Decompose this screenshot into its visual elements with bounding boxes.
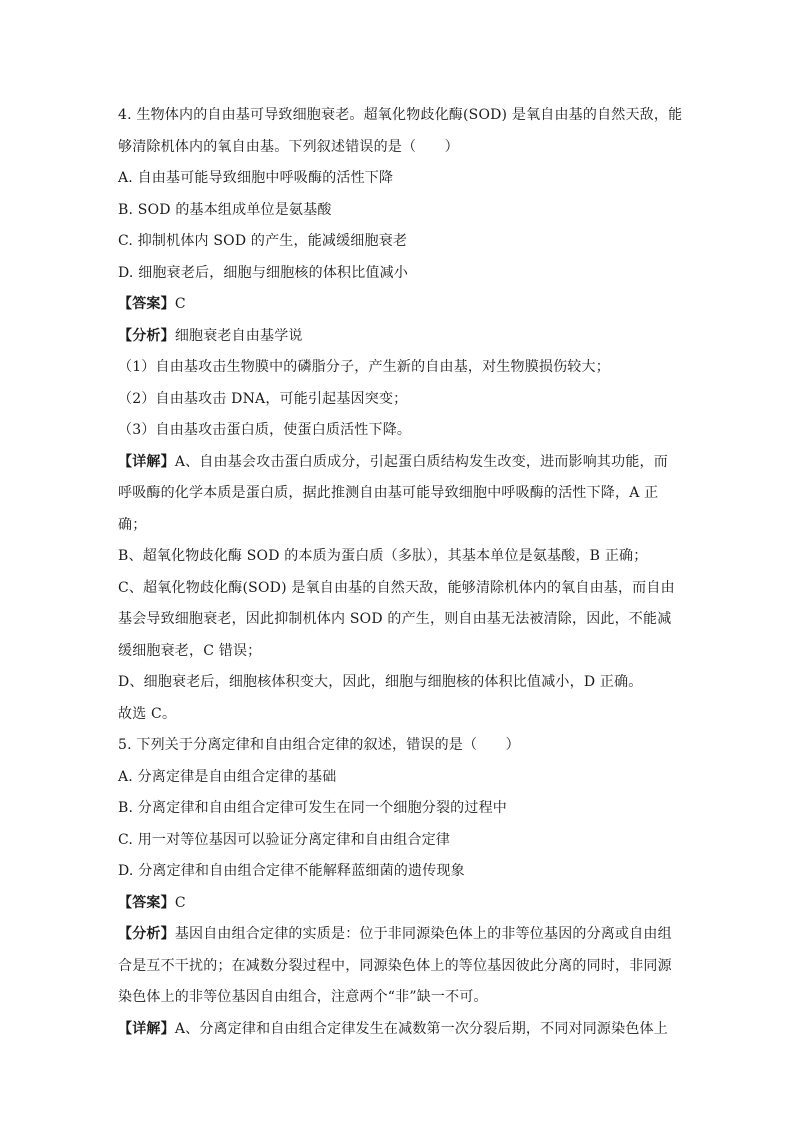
q4-analysis-title: 细胞衰老自由基学说: [174, 327, 303, 344]
q4-analysis-tag: 【分析】: [118, 327, 175, 344]
q5-analysis-text-1: 基因自由组合定律的实质是：位于非同源染色体上的非等位基因的分离或自由组: [174, 926, 672, 942]
q4-analysis-point-2: （2）自由基攻击 DNA，可能引起基因突变；: [118, 390, 408, 407]
q4-analysis: [118, 321, 678, 353]
q5-answer-tag: 【答案】: [118, 894, 175, 911]
q5-option-a: A. 分离定律是自由组合定律的基础: [118, 768, 337, 785]
q5-detail-text-1: A、分离定律和自由组合定律发生在减数第一次分裂后期，不同对同源染色体上: [174, 1020, 668, 1037]
q4-detail-line-8: D、细胞衰老后，细胞核体积变大，因此，细胞与细胞核的体积比值减小，D 正确。: [118, 674, 643, 690]
q4-detail-line-1: [118, 447, 678, 479]
q4-stem-line-2: 够清除机体内的氧自由基。下列叙述错误的是（ ）: [118, 138, 459, 155]
q4-analysis-point-1: （1）自由基攻击生物膜中的磷脂分子，产生新的自由基，对生物膜损伤较大；: [118, 359, 610, 375]
q4-option-a: A. 自由基可能导致细胞中呼吸酶的活性下降: [118, 170, 394, 186]
q5-analysis-line-1: [118, 919, 678, 951]
q5-answer-value: C: [174, 894, 186, 911]
q4-detail-line-6: 基会导致细胞衰老，因此抑制机体内 SOD 的产生，则自由基无法被清除，因此，不能减: [118, 611, 672, 627]
q4-answer-value: C: [174, 296, 186, 312]
q5-detail-tag: 【详解】: [118, 1020, 175, 1037]
q4-detail-line-5: C、超氧化物歧化酶(SOD) 是氧自由基的自然天敌，能够清除机体内的氧自由基，而自由: [118, 579, 675, 596]
q5-analysis-line-2: 合是互不干扰的；在减数分裂过程中，同源染色体上的等位基因彼此分离的同时，非同源: [118, 957, 672, 974]
q4-detail-line-3: 确；: [118, 516, 147, 533]
q5-option-c: C. 用一对等位基因可以验证分离定律和自由组合定律: [118, 831, 451, 848]
q4-stem-line-1: 4. 生物体内的自由基可导致细胞衰老。超氧化物歧化酶(SOD) 是氧自由基的自然天敌，能: [118, 107, 683, 123]
q5-detail-line-1: [118, 1014, 678, 1046]
q4-answer-tag: 【答案】: [118, 296, 175, 312]
document-page: [118, 100, 683, 1045]
q4-detail-line-7: 缓细胞衰老，C 错误；: [118, 642, 262, 659]
q4-option-b: B. SOD 的基本组成单位是氨基酸: [118, 201, 332, 218]
q4-answer: [118, 289, 678, 321]
q4-conclusion: 故选 C。: [118, 705, 177, 722]
q5-analysis-line-3: 染色体上的非等位基因自由组合，注意两个“非”缺一不可。: [118, 989, 488, 1005]
q5-analysis-tag: 【分析】: [118, 926, 175, 942]
q4-detail-line-2: 呼吸酶的化学本质是蛋白质，据此推测自由基可能导致细胞中呼吸酶的活性下降，A 正: [118, 485, 659, 501]
q4-analysis-point-3: （3）自由基攻击蛋白质，使蛋白质活性下降。: [118, 422, 412, 438]
q5-stem: 5. 下列关于分离定律和自由组合定律的叙述，错误的是（ ）: [118, 737, 520, 753]
q5-option-d: D. 分离定律和自由组合定律不能解释蓝细菌的遗传现象: [118, 863, 465, 879]
q4-detail-text-1: A、自由基会攻击蛋白质成分，引起蛋白质结构发生改变，进而影响其功能，而: [174, 453, 668, 470]
q5-option-b: B. 分离定律和自由组合定律可发生在同一个细胞分裂的过程中: [118, 800, 507, 816]
q4-option-d: D. 细胞衰老后，细胞与细胞核的体积比值减小: [118, 264, 409, 281]
q4-detail-line-4: B、超氧化物歧化酶 SOD 的本质为蛋白质（多肽），其基本单位是氨基酸，B 正确；: [118, 548, 648, 564]
q4-option-c: C. 抑制机体内 SOD 的产生，能减缓细胞衰老: [118, 233, 408, 249]
q4-detail-tag: 【详解】: [118, 453, 175, 470]
q5-answer: [118, 888, 678, 920]
